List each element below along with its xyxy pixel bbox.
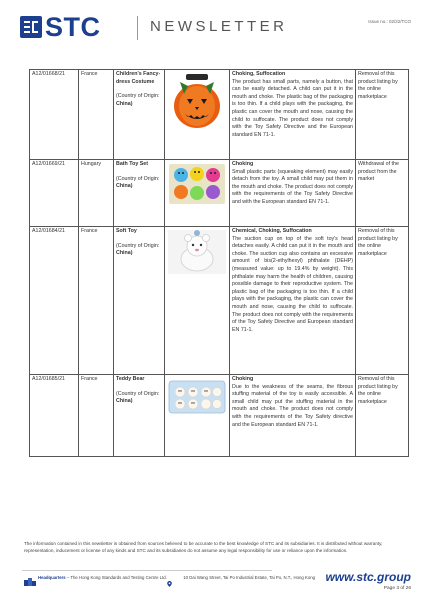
origin-country: China) [116,398,133,405]
origin-country: China) [116,100,133,107]
product-photo [165,70,230,160]
measures-taken: Removal of this product listing by the online marketplace [356,375,409,457]
product-name: Teddy Bear [116,376,145,382]
origin-label: (Country of Origin: [116,175,160,182]
origin-label: (Country of Origin: [116,242,160,249]
logo-text: STC [45,12,101,42]
product-name: Bath Toy Set [116,161,148,167]
risk-type: Choking, Suffocation [232,71,286,77]
product-name: Children's Fancy-dress Costume [116,71,161,85]
notifying-country: Hungary [79,160,114,227]
risk-cell [230,160,356,227]
risk-description: Due to the weakness of the seams, the fibrous stuffing material of the toy is easily accessible. A small child may put the stuffing material in the mouth and choke. The product does not comply with the requirements of the Toy Safety directive and the European standard EN 71-1. [232,383,353,428]
table-row [30,227,409,375]
risk-cell [230,70,356,160]
risk-description: The suction cup on top of the soft toy's head detaches easily. A child can put it in the mouth and choke. The suction cup also contains an excessive amount of bis(2-ethylhexyl) phthalate (DEHP) (measured value: up to 19.4% by weight). This phthalate may harm the health of children, causing possible damage to their reproductive system. The plastic bag of the packaging is too thin. If a child plays with the packaging, the plastic can cover the mouth and nose, causing the child to suffocate. The product does not comply with the requirements of the Toy Safety Directive and European standard EN 71-1. [232,235,353,333]
product-cell [114,70,165,160]
headquarters-name: – The Hong Kong Standards and Testing Centre Ltd. [65,575,167,580]
product-recall-table [29,69,409,457]
table-row [30,70,409,160]
product-photo [165,375,230,457]
product-photo [165,160,230,227]
building-icon [24,573,36,591]
table-row [30,160,409,227]
risk-description: Small plastic parts (squeaking element) may easily detach from the toy. A small child may put them in the mouth and choke. The product does not comply with the requirements of the Toy Safety Directive and with the European standard EN 71-1. [232,168,353,205]
table-row [30,375,409,457]
risk-type: Choking [232,376,254,382]
page-number: Page 3 of 26 [383,586,411,591]
risk-type: Choking [232,161,254,167]
reference-number: A12/01669/21 [30,160,79,227]
headquarters-info [38,575,315,580]
footer-divider [22,570,272,571]
stc-logo-icon [20,16,42,38]
risk-cell [230,227,356,375]
headquarters-label: Headquarters [38,575,66,580]
product-name: Soft Toy [116,228,137,234]
notifying-country: France [79,375,114,457]
headquarters-address: 10 Dai Wang Street, Tai Po Industrial Estate, Tai Po, N.T., Hong Kong [183,575,316,580]
origin-label: (Country of Origin: [116,93,160,100]
website-link[interactable]: www.stc.group [325,570,411,584]
location-pin-icon [167,574,172,592]
product-photo [165,227,230,375]
origin-label: (Country of Origin: [116,390,160,397]
measures-taken: Removal of this product listing by the online marketplace [356,227,409,375]
risk-cell [230,375,356,457]
page-header [0,0,425,62]
notifying-country: France [79,70,114,160]
issue-number: Issue no.: 02/22/TCO [368,19,411,24]
origin-country: China) [116,183,133,190]
risk-description: The product has small parts, namely a button, that can be easily detached. A child can put it in the mouth and choke. The plastic bag of the packaging is too thin. If a child plays with the packaging, the plastic can cover the mouth and nose, causing the child to suffocate. The product does not comply with the Toy Safety Directive and the European standard EN 71-1. [232,78,353,138]
header-divider [137,16,138,40]
notifying-country: France [79,227,114,375]
newsletter-title: NEWSLETTER [150,18,288,35]
measures-taken: Withdrawal of the product from the market [356,160,409,227]
reference-number: A12/01668/21 [30,70,79,160]
disclaimer-text: The information contained in this newsletter is obtained from sources believed to be accurate to the best knowledge of STC and its subsidiaries. It is distributed without warranty, representation, inducement or license of any kinds and STC and its subsidiaries do not assume any legal responsibility for use or reliance upon the information. [24,541,383,553]
product-cell [114,160,165,227]
reference-number: A12/01685/21 [30,375,79,457]
reference-number: A12/01684/21 [30,227,79,375]
risk-type: Chemical, Choking, Suffocation [232,228,312,234]
measures-taken: Removal of this product listing by the online marketplace [356,70,409,160]
origin-country: China) [116,250,133,257]
product-cell [114,227,165,375]
product-cell [114,375,165,457]
